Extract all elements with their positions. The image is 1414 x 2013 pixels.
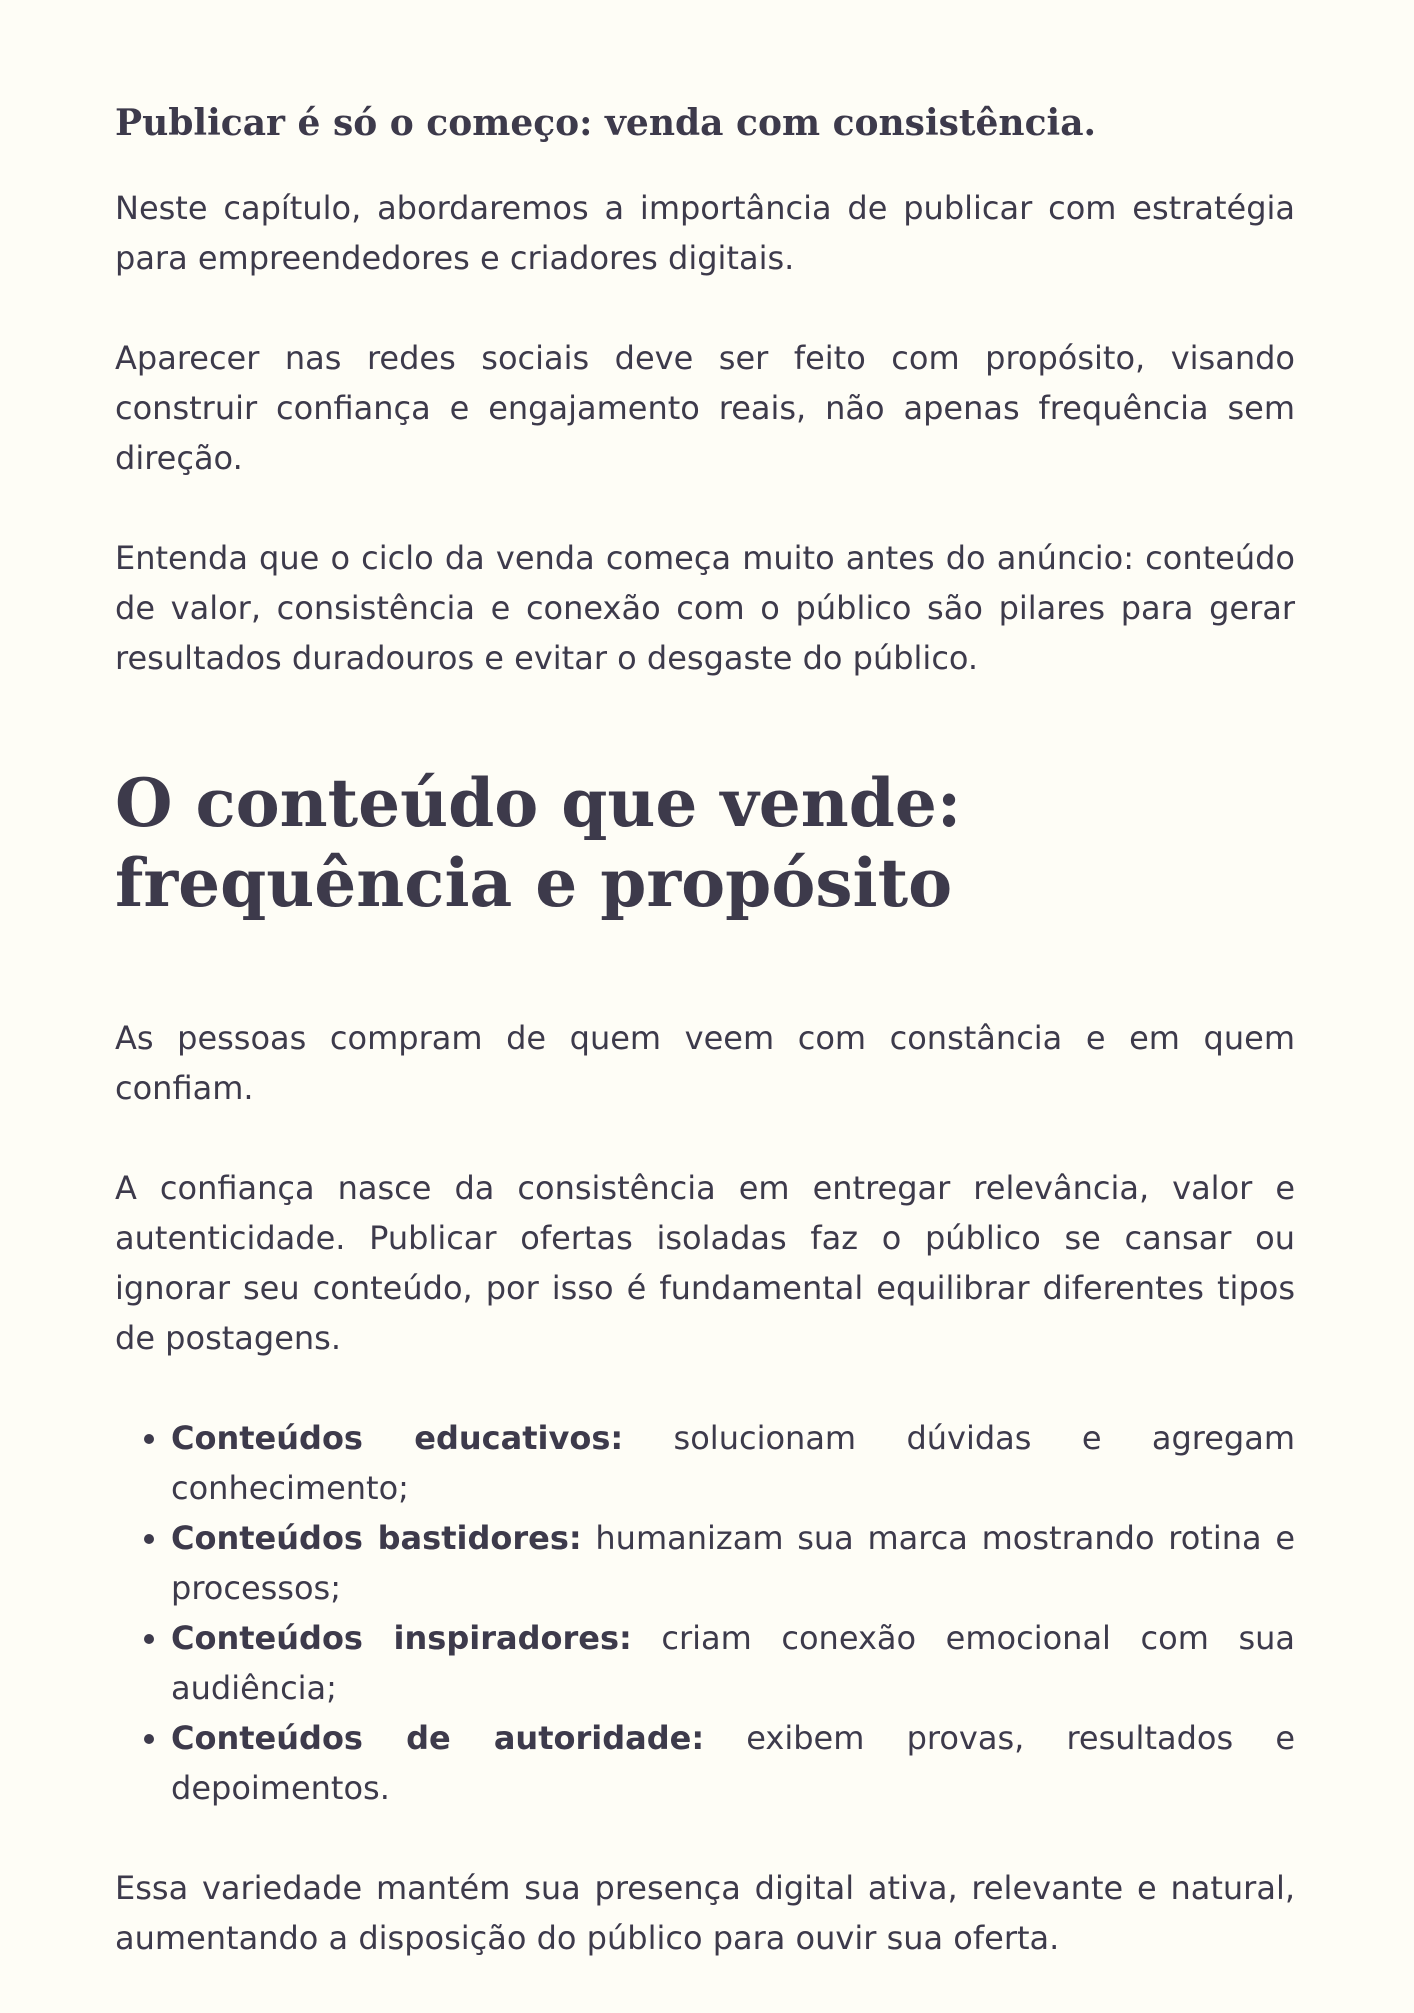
list-item-term: Conteúdos bastidores: — [171, 1518, 582, 1557]
list-item — [171, 1513, 1295, 1613]
list-item-text: criam conexão emocional com sua audiência; — [171, 1618, 1296, 1707]
section-heading: O conteúdo que vende: frequência e propósito — [115, 763, 962, 922]
content-types-list — [115, 1413, 1295, 1813]
list-item-text: exibem provas, resultados e depoimentos. — [171, 1718, 1296, 1807]
intro-paragraph-2: Aparecer nas redes sociais deve ser feito com propósito, visando construir confiança e engajamento reais, não apenas frequência sem direção. — [115, 338, 1295, 477]
section-subtitle: Publicar é só o começo: venda com consistência. — [115, 102, 1097, 144]
list-item — [171, 1613, 1295, 1713]
body-paragraph-1: As pessoas compram de quem veem com constância e em quem confiam. — [115, 1018, 1295, 1107]
closing-paragraph: Essa variedade mantém sua presença digital ativa, relevante e natural, aumentando a disposição do público para ouvir sua oferta. — [115, 1868, 1295, 1957]
list-item-term: Conteúdos inspiradores: — [171, 1618, 632, 1657]
body-paragraph-2: A confiança nasce da consistência em entregar relevância, valor e autenticidade. Publicar ofertas isoladas faz o público se cansar ou ignorar seu conteúdo, por isso é fundamental equilibrar diferentes tipos de postagens. — [115, 1168, 1295, 1357]
list-item-term: Conteúdos educativos: — [171, 1418, 624, 1457]
intro-paragraph-3: Entenda que o ciclo da venda começa muito antes do anúncio: conteúdo de valor, consistência e conexão com o público são pilares para gerar resultados duradouros e evitar o desgaste do público. — [115, 538, 1295, 677]
list-item — [171, 1713, 1295, 1813]
document-page — [115, 100, 1295, 2013]
list-item-text: humanizam sua marca mostrando rotina e processos; — [171, 1518, 1296, 1607]
list-item — [171, 1413, 1295, 1513]
intro-paragraph-1: Neste capítulo, abordaremos a importância de publicar com estratégia para empreendedores e criadores digitais. — [115, 188, 1295, 277]
list-item-term: Conteúdos de autoridade: — [171, 1718, 705, 1757]
list-item-text: solucionam dúvidas e agregam conhecimento; — [171, 1418, 1296, 1507]
